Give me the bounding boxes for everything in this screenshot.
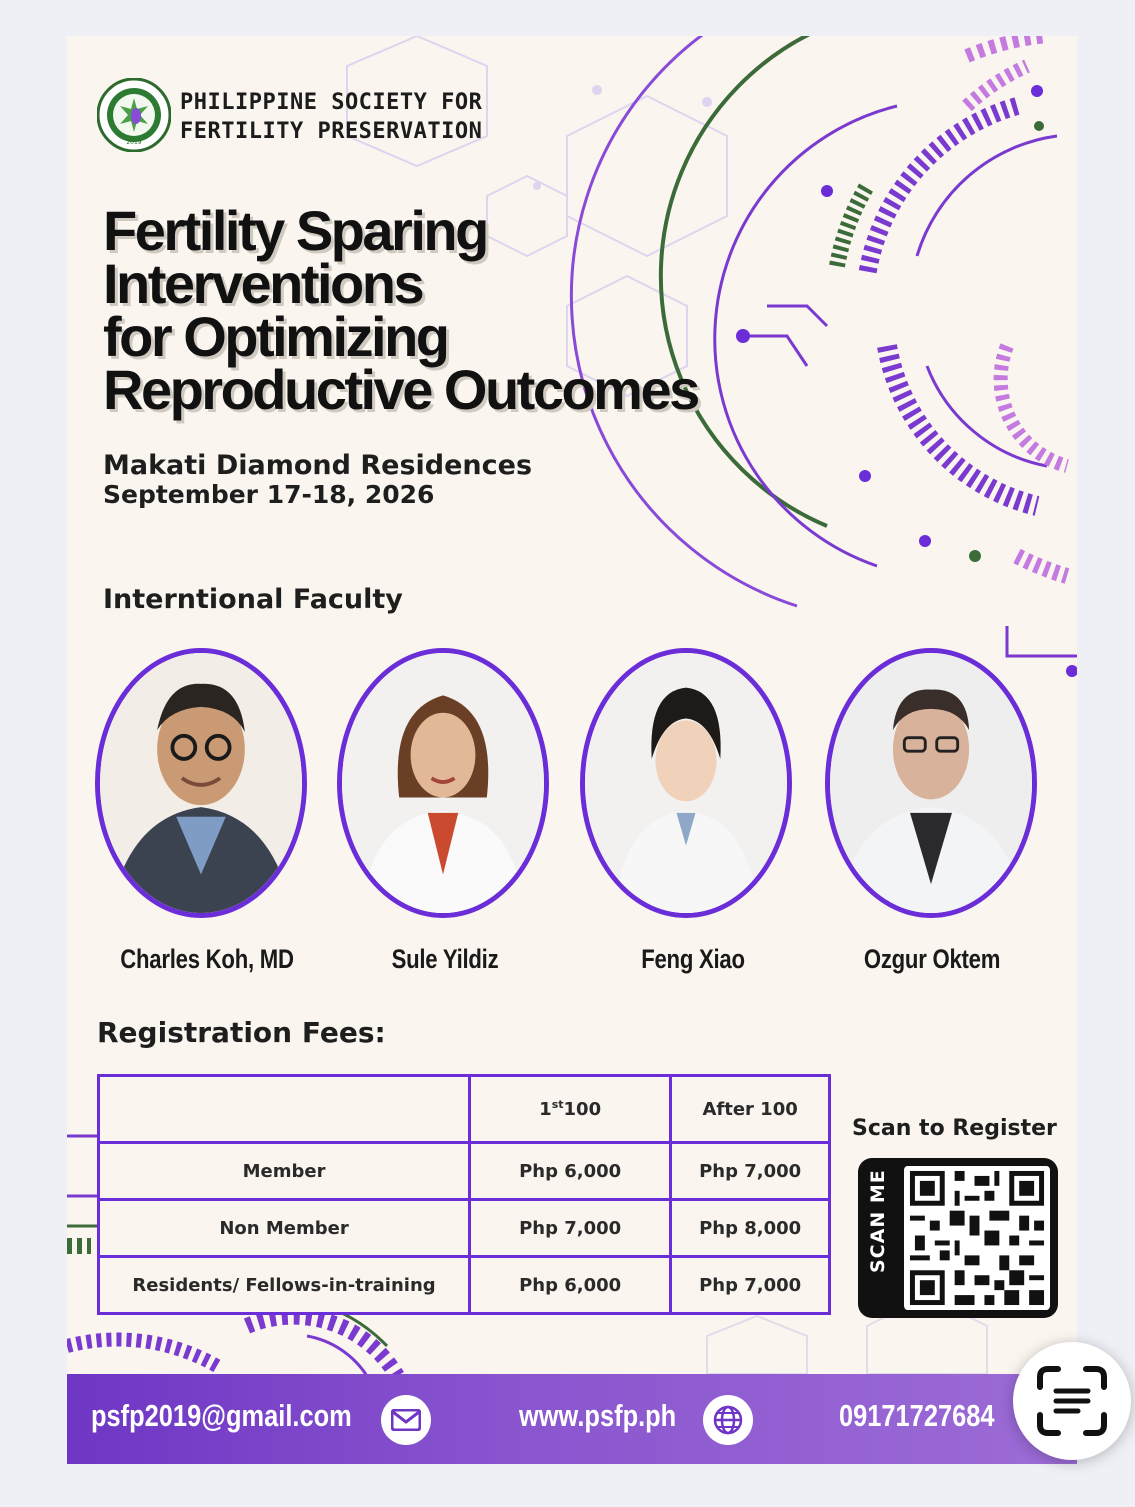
fee-first-100: Php 7,000 (470, 1200, 671, 1257)
registration-heading: Registration Fees: (97, 1016, 386, 1049)
faculty-heading: Interntional Faculty (103, 584, 403, 615)
faculty-name-3: Feng Xiao (641, 944, 745, 974)
svg-text:2019: 2019 (126, 139, 142, 146)
org-name-line1: PHILIPPINE SOCIETY FOR (180, 90, 483, 115)
footer-phone[interactable]: 09171727684 (839, 1398, 995, 1433)
org-name-line2: FERTILITY PRESERVATION (180, 119, 483, 144)
lens-search-icon (1034, 1363, 1110, 1439)
scan-to-register-label: Scan to Register (852, 1116, 1057, 1141)
faculty-name-2: Sule Yildiz (391, 944, 499, 974)
table-header-cell (99, 1076, 470, 1143)
table-row (99, 1143, 830, 1200)
faculty-photo-feng-xiao (580, 648, 792, 918)
fee-after-100: Php 8,000 (671, 1200, 830, 1257)
faculty-name-1: Charles Koh, MD (120, 944, 294, 974)
scan-me-badge: SCAN ME (867, 1169, 889, 1273)
fee-first-100: Php 6,000 (470, 1143, 671, 1200)
faculty-photo-sule-yildiz (337, 648, 549, 918)
globe-icon[interactable] (703, 1395, 753, 1445)
browser-top-strip (0, 0, 1135, 10)
table-header-cell: 1st100 (470, 1076, 671, 1143)
fee-after-100: Php 7,000 (671, 1257, 830, 1314)
mail-icon[interactable] (381, 1395, 431, 1445)
qr-code-frame[interactable] (858, 1158, 1058, 1318)
event-venue: Makati Diamond Residences (103, 450, 533, 481)
lens-search-button[interactable] (1013, 1342, 1131, 1460)
faculty-photo-charles-koh (95, 648, 307, 918)
footer-email[interactable]: psfp2019@gmail.com (91, 1398, 352, 1433)
title-line-1: Fertility Sparing (103, 199, 487, 262)
footer-website[interactable]: www.psfp.ph (519, 1398, 677, 1433)
event-date: September 17-18, 2026 (103, 480, 435, 509)
faculty-photo-ozgur-oktem (825, 648, 1037, 918)
title-line-3: for Optimizing (103, 305, 448, 368)
contact-footer (67, 1374, 1077, 1464)
org-name (180, 88, 540, 146)
fee-after-100: Php 7,000 (671, 1143, 830, 1200)
event-poster (67, 36, 1077, 1464)
table-row (99, 1200, 830, 1257)
title-line-2: Interventions (103, 252, 423, 315)
psfp-logo (97, 78, 171, 152)
fee-first-100: Php 6,000 (470, 1257, 671, 1314)
table-header-row (99, 1076, 830, 1143)
table-header-cell: After 100 (671, 1076, 830, 1143)
fee-category: Non Member (99, 1200, 470, 1257)
event-title (103, 199, 863, 421)
qr-code[interactable] (904, 1166, 1050, 1310)
registration-fees-table (97, 1074, 831, 1315)
title-line-4: Reproductive Outcomes (103, 358, 698, 421)
fee-category: Member (99, 1143, 470, 1200)
faculty-name-4: Ozgur Oktem (863, 944, 1001, 974)
fee-category: Residents/ Fellows-in-training (99, 1257, 470, 1314)
table-row (99, 1257, 830, 1314)
